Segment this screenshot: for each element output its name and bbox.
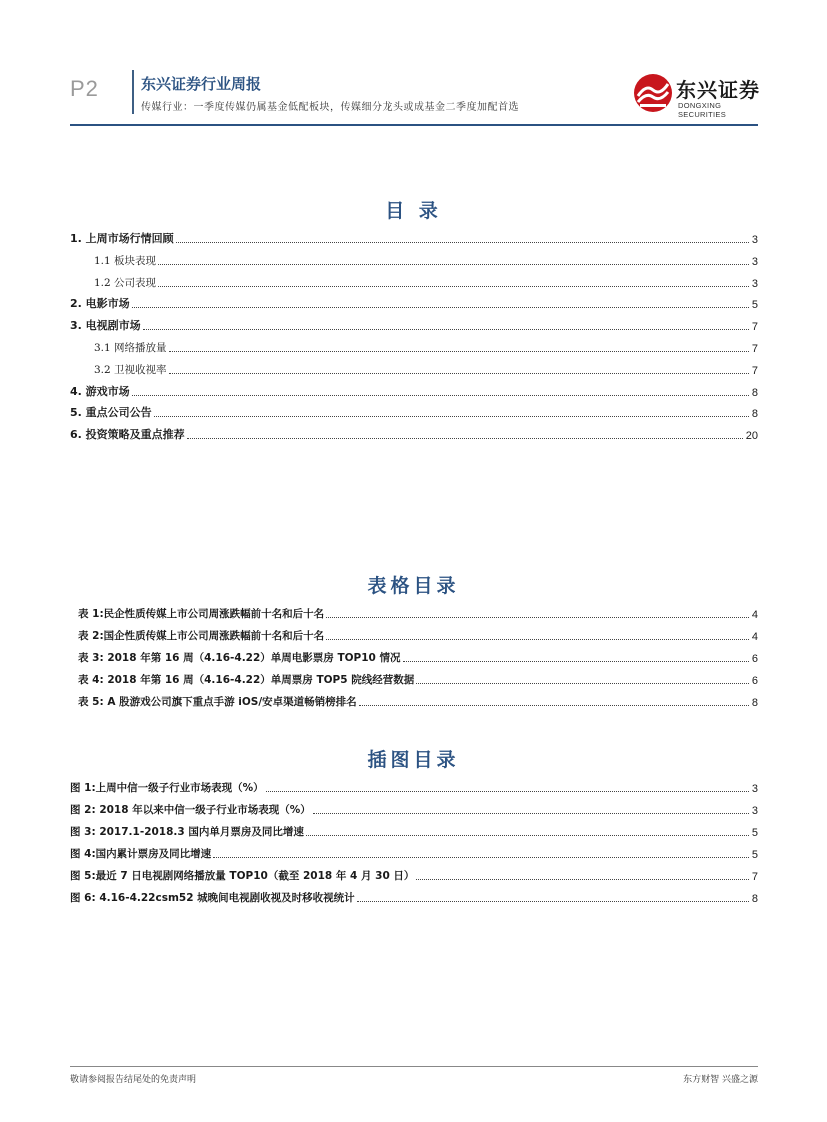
toc-leader-dots [357, 901, 749, 902]
toc-entry-label: 1.1 板块表现 [94, 254, 157, 267]
toc-entry-label: 图 2: 2018 年以来中信一级子行业市场表现（%） [70, 804, 311, 816]
toc-leader-dots [169, 351, 749, 352]
toc-entry-label: 表 3: 2018 年第 16 周（4.16-4.22）单周电影票房 TOP10 情况 [78, 652, 401, 664]
toc-entry[interactable] [70, 845, 758, 861]
toc-entry-label: 图 4:国内累计票房及同比增速 [70, 848, 212, 860]
toc-leader-dots [326, 617, 749, 618]
toc-entry[interactable] [70, 823, 758, 839]
logo-text-en: DONGXING SECURITIES [678, 101, 727, 119]
toc-leader-dots [326, 639, 749, 640]
toc-entry-page: 3 [751, 234, 758, 246]
toc-entry-page: 4 [751, 609, 758, 621]
header-divider [132, 70, 134, 114]
toc-leader-dots [154, 416, 749, 417]
tables-toc-title: 表格目录 [367, 575, 460, 597]
toc-entry-page: 20 [745, 430, 758, 443]
toc-entry[interactable] [70, 295, 758, 311]
toc-leader-dots [187, 438, 743, 439]
toc-leader-dots [158, 286, 749, 287]
toc-entry-page: 3 [751, 277, 758, 290]
toc-entry-label: 6. 投资策略及重点推荐 [70, 428, 185, 442]
footer-slogan: 东方财智 兴盛之源 [683, 1075, 758, 1085]
toc-leader-dots [132, 395, 749, 396]
report-title: 东兴证券行业周报 [141, 75, 262, 93]
toc-entry[interactable] [70, 230, 758, 246]
toc-entry-page: 7 [751, 343, 758, 355]
toc-entry-label: 1.2 公司表现 [94, 276, 157, 289]
toc-leader-dots [359, 705, 749, 706]
toc-entry-page: 5 [751, 827, 758, 839]
toc-entry[interactable] [70, 867, 758, 883]
toc-entry[interactable] [94, 339, 758, 355]
toc-entry[interactable] [70, 404, 758, 420]
toc-entry-page: 5 [751, 849, 758, 861]
toc-entry[interactable] [78, 627, 758, 643]
toc-entry-label: 图 5:最近 7 日电视剧网络播放量 TOP10（截至 2018 年 4 月 30 日） [70, 870, 415, 882]
toc-entry-label: 表 4: 2018 年第 16 周（4.16-4.22）单周票房 TOP5 院线经营数据 [78, 674, 415, 686]
toc-leader-dots [213, 857, 749, 858]
toc-entry-label: 2. 电影市场 [70, 297, 130, 311]
toc-leader-dots [266, 791, 749, 792]
toc-leader-dots [169, 373, 749, 374]
toc-entry-page: 6 [751, 675, 758, 687]
toc-entry[interactable] [78, 693, 758, 709]
toc-entry-page: 4 [751, 631, 758, 643]
toc-entry-page: 5 [751, 299, 758, 312]
toc-entry[interactable] [78, 605, 758, 621]
company-logo [632, 72, 762, 119]
toc-entry[interactable] [94, 252, 758, 268]
toc-leader-dots [306, 835, 749, 836]
toc-leader-dots [416, 683, 749, 684]
page-number: P2 [70, 76, 99, 101]
toc-leader-dots [416, 879, 748, 880]
toc-entry-page: 7 [751, 364, 758, 377]
toc-entry-page: 8 [751, 893, 758, 905]
toc-title: 目 录 [385, 200, 442, 222]
toc-entry[interactable] [70, 801, 758, 817]
toc-entry[interactable] [78, 671, 758, 687]
toc-entry[interactable] [78, 649, 758, 665]
toc-entry-page: 3 [751, 783, 758, 795]
figures-toc-title: 插图目录 [367, 749, 460, 771]
toc-entry[interactable] [70, 426, 758, 442]
toc-entry-label: 图 6: 4.16-4.22csm52 城晚间电视剧收视及时移收视统计 [70, 892, 355, 904]
toc-entry[interactable] [70, 317, 758, 333]
toc-entry[interactable] [70, 383, 758, 399]
toc-entry-page: 8 [751, 386, 758, 399]
toc-entry-page: 8 [751, 408, 758, 421]
toc-entry-label: 表 5: A 股游戏公司旗下重点手游 iOS/安卓渠道畅销榜排名 [78, 696, 357, 708]
header-rule [70, 124, 758, 126]
footer-disclaimer: 敬请参阅报告结尾处的免责声明 [70, 1075, 197, 1085]
toc-entry-label: 表 1:民企性质传媒上市公司周涨跌幅前十名和后十名 [78, 608, 325, 620]
toc-entry-page: 8 [751, 697, 758, 709]
toc-leader-dots [176, 242, 749, 243]
logo-mark-icon [632, 72, 674, 114]
toc-entry-label: 4. 游戏市场 [70, 384, 130, 398]
toc-leader-dots [403, 661, 749, 662]
toc-entry[interactable] [94, 274, 758, 290]
footer-rule [70, 1066, 758, 1067]
toc-entry-page: 3 [751, 255, 758, 268]
toc-entry-label: 3. 电视剧市场 [70, 319, 141, 333]
toc-entry-label: 图 1:上周中信一级子行业市场表现（%） [70, 782, 264, 794]
logo-text-cn: 东兴证券 [676, 78, 760, 102]
toc-entry-page: 7 [751, 321, 758, 334]
toc-entry[interactable] [70, 889, 758, 905]
toc-entry-page: 7 [751, 871, 758, 883]
toc-entry-label: 1. 上周市场行情回顾 [70, 232, 174, 245]
page-header [0, 0, 827, 130]
toc-entry-label: 图 3: 2017.1-2018.3 国内单月票房及同比增速 [70, 826, 304, 838]
toc-entry-page: 6 [751, 653, 758, 665]
toc-leader-dots [132, 307, 749, 308]
toc-entry-label: 5. 重点公司公告 [70, 406, 152, 420]
toc-entry[interactable] [70, 779, 758, 795]
toc-entry-label: 表 2:国企性质传媒上市公司周涨跌幅前十名和后十名 [78, 630, 325, 642]
toc-entry-label: 3.2 卫视收视率 [94, 363, 167, 376]
toc-entry-page: 3 [751, 805, 758, 817]
report-subtitle: 传媒行业：一季度传媒仍属基金低配板块，传媒细分龙头或成基金二季度加配首选 [141, 102, 519, 113]
toc-entry-label: 3.1 网络播放量 [94, 342, 167, 354]
toc-leader-dots [313, 813, 749, 814]
toc-leader-dots [158, 264, 749, 265]
toc-leader-dots [143, 329, 749, 330]
toc-entry[interactable] [94, 361, 758, 377]
